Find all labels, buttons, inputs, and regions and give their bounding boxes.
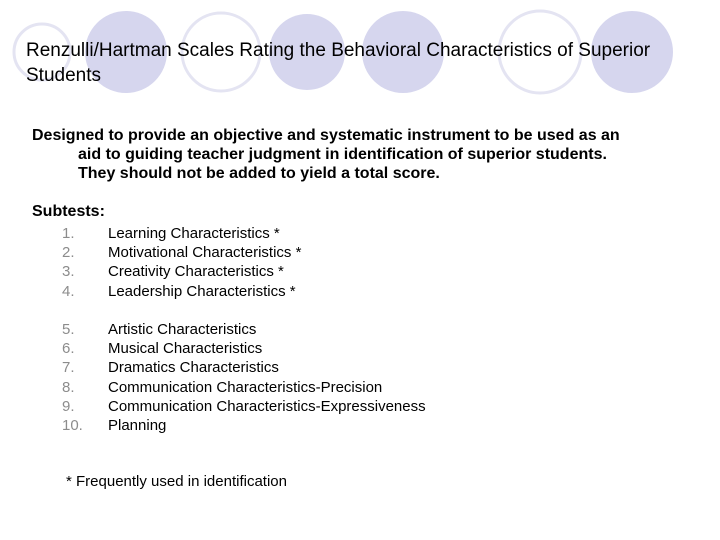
- list-item: [62, 358, 426, 377]
- list-item-number: 10.: [62, 417, 83, 435]
- slide-description: [32, 126, 702, 183]
- list-item-number: 5.: [62, 321, 75, 338]
- list-item-number: 3.: [62, 263, 75, 281]
- list-item-text: Leadership Characteristics *: [108, 282, 296, 300]
- list-item-text: Artistic Characteristics: [108, 321, 257, 338]
- list-item-text: Motivational Characteristics *: [108, 244, 302, 262]
- slide-title: Renzulli/Hartman Scales Rating the Behavioral Characteristics of Superior Students: [26, 40, 651, 86]
- list-item: [62, 339, 426, 358]
- list-item: [62, 224, 301, 243]
- subtests-list-primary: [62, 224, 301, 301]
- list-item-text: Communication Characteristics-Expressiveness: [108, 397, 426, 415]
- description-line-3: They should not be added to yield a total score.: [78, 165, 440, 182]
- description-line-1: Designed to provide an objective and systematic instrument to be used as an: [32, 127, 620, 144]
- description-line-2: aid to guiding teacher judgment in identification of superior students.: [78, 146, 607, 163]
- list-item: [62, 378, 426, 397]
- list-item: [62, 262, 301, 281]
- list-item-number: 1.: [62, 225, 75, 242]
- list-item-number: 4.: [62, 282, 75, 300]
- list-item-text: Musical Characteristics: [108, 340, 263, 358]
- list-item-text: Planning: [108, 417, 167, 435]
- list-item-number: 7.: [62, 359, 75, 377]
- list-item-text: Creativity Characteristics *: [108, 263, 284, 281]
- list-item-text: Communication Characteristics-Precision: [108, 378, 383, 396]
- list-item: [62, 320, 426, 339]
- list-item-text: Dramatics Characteristics: [108, 359, 279, 377]
- list-item-text: Learning Characteristics *: [108, 225, 280, 242]
- list-item-number: 8.: [62, 378, 75, 396]
- list-item-number: 6.: [62, 340, 75, 358]
- subtests-list-secondary: [62, 320, 426, 435]
- list-item: [62, 243, 301, 262]
- list-item: [62, 282, 301, 301]
- footnote: * Frequently used in identification: [66, 473, 287, 490]
- list-item: [62, 416, 426, 435]
- list-item: [62, 397, 426, 416]
- list-item-number: 2.: [62, 244, 75, 262]
- list-item-number: 9.: [62, 397, 75, 415]
- subtests-heading: Subtests:: [32, 203, 105, 220]
